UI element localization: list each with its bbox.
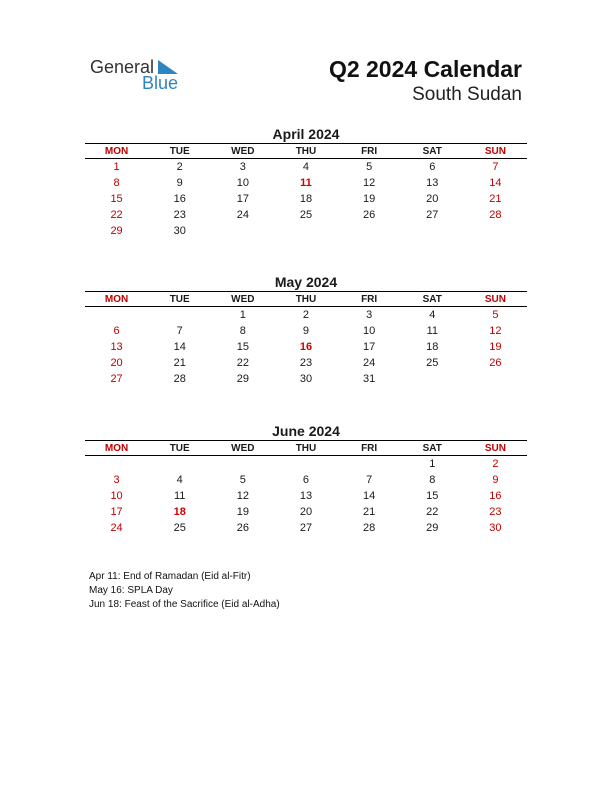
day-cell — [211, 223, 274, 239]
day-cell: 27 — [426, 209, 439, 221]
day-cell: 3 — [366, 309, 373, 321]
day-cell: 11 — [426, 325, 438, 337]
day-cell: 13 — [299, 490, 313, 502]
day-cell: 11 — [174, 490, 186, 502]
day-cell: 7 — [176, 325, 183, 337]
day-cell: 1 — [429, 458, 436, 470]
day-cell: 1 — [239, 309, 246, 321]
day-cell: 7 — [492, 161, 499, 173]
month-block — [85, 125, 527, 239]
day-cell: 25 — [299, 209, 313, 221]
holiday-note: Apr 11: End of Ramadan (Eid al-Fitr) — [89, 571, 251, 582]
weekday-header: SAT — [401, 292, 464, 307]
holiday-notes — [89, 570, 280, 612]
day-cell: 16 — [299, 341, 313, 353]
day-cell: 9 — [302, 325, 310, 337]
day-cell: 28 — [489, 209, 502, 221]
day-cell: 20 — [426, 193, 439, 205]
day-cell — [211, 456, 274, 473]
day-cell: 14 — [363, 490, 376, 502]
month-title: May 2024 — [274, 274, 338, 290]
weekday-header: THU — [274, 292, 337, 307]
day-cell: 14 — [489, 177, 502, 189]
day-cell — [338, 223, 401, 239]
weekday-header: SUN — [464, 144, 527, 159]
weekday-header: SAT — [401, 441, 464, 456]
day-cell: 21 — [489, 193, 502, 205]
day-cell: 30 — [173, 225, 186, 237]
day-cell: 15 — [110, 193, 123, 205]
day-cell: 22 — [110, 209, 123, 221]
weekday-header: TUE — [148, 144, 211, 159]
day-cell: 8 — [113, 177, 120, 189]
weekday-header: SUN — [464, 441, 527, 456]
day-cell: 22 — [426, 506, 439, 518]
day-cell: 18 — [299, 193, 313, 205]
day-cell: 24 — [363, 357, 376, 369]
month-grid — [85, 143, 527, 239]
week-row — [85, 175, 527, 191]
day-cell: 9 — [176, 177, 183, 189]
week-row — [85, 472, 527, 488]
page-subtitle: South Sudan — [412, 84, 522, 105]
holiday-note: May 16: SPLA Day — [89, 585, 173, 596]
month-title: April 2024 — [272, 126, 340, 142]
holiday-note: Jun 18: Feast of the Sacrifice (Eid al-Adha) — [89, 599, 280, 610]
month-grid — [85, 291, 527, 387]
day-cell: 30 — [489, 522, 502, 534]
day-cell: 19 — [236, 506, 249, 518]
day-cell: 23 — [173, 209, 186, 221]
weekday-header: FRI — [338, 441, 401, 456]
day-cell: 24 — [236, 209, 249, 221]
month-block — [85, 273, 527, 387]
day-cell: 19 — [363, 193, 376, 205]
day-cell: 19 — [489, 341, 502, 353]
weekday-header: MON — [85, 144, 148, 159]
week-row — [85, 159, 527, 176]
day-cell: 21 — [173, 357, 186, 369]
day-cell: 25 — [426, 357, 439, 369]
day-cell: 2 — [176, 161, 183, 173]
day-cell: 16 — [489, 490, 502, 502]
day-cell: 28 — [173, 373, 186, 385]
weekday-header: MON — [85, 292, 148, 307]
day-cell: 10 — [236, 177, 249, 189]
day-cell: 17 — [110, 506, 123, 518]
day-cell: 5 — [239, 474, 246, 486]
week-row — [85, 223, 527, 239]
weekday-header: TUE — [148, 441, 211, 456]
month-title: June 2024 — [272, 423, 340, 439]
day-cell: 25 — [173, 522, 186, 534]
day-cell: 29 — [426, 522, 439, 534]
day-cell: 24 — [110, 522, 123, 534]
day-cell — [148, 456, 211, 473]
day-cell: 2 — [492, 458, 499, 470]
logo-flag-icon — [158, 60, 178, 74]
weekday-header: SAT — [401, 144, 464, 159]
day-cell: 18 — [173, 506, 186, 518]
day-cell — [274, 456, 337, 473]
day-cell: 27 — [110, 373, 123, 385]
week-row — [85, 307, 527, 324]
day-cell: 23 — [489, 506, 502, 518]
weekday-header: WED — [211, 292, 274, 307]
day-cell: 10 — [363, 325, 376, 337]
day-cell — [401, 371, 464, 387]
day-cell: 17 — [236, 193, 249, 205]
day-cell: 2 — [302, 309, 310, 321]
day-cell: 21 — [363, 506, 376, 518]
day-cell: 23 — [299, 357, 313, 369]
weekday-header: WED — [211, 144, 274, 159]
day-cell: 15 — [426, 490, 439, 502]
day-cell: 3 — [113, 474, 120, 486]
day-cell: 6 — [429, 161, 436, 173]
weekday-header: SUN — [464, 292, 527, 307]
day-cell: 20 — [110, 357, 123, 369]
day-cell: 14 — [173, 341, 186, 353]
day-cell: 12 — [236, 490, 249, 502]
day-cell: 18 — [426, 341, 439, 353]
week-row — [85, 371, 527, 387]
day-cell: 4 — [302, 161, 310, 173]
weekday-header: MON — [85, 441, 148, 456]
week-row — [85, 355, 527, 371]
day-cell: 8 — [429, 474, 436, 486]
day-cell: 11 — [300, 177, 312, 189]
day-cell: 30 — [299, 373, 313, 385]
day-cell: 1 — [113, 161, 120, 173]
day-cell: 29 — [110, 225, 123, 237]
day-cell: 28 — [363, 522, 376, 534]
weekday-header: THU — [274, 144, 337, 159]
day-cell — [464, 223, 527, 239]
day-cell: 22 — [236, 357, 249, 369]
day-cell: 4 — [176, 474, 183, 486]
day-cell — [85, 456, 148, 473]
page-title: Q2 2024 Calendar — [328, 56, 522, 82]
day-cell: 13 — [110, 341, 123, 353]
weekday-header: FRI — [338, 144, 401, 159]
day-cell — [338, 456, 401, 473]
week-row — [85, 520, 527, 536]
weekday-header: FRI — [338, 292, 401, 307]
weekday-header: THU — [274, 441, 337, 456]
day-cell: 26 — [236, 522, 249, 534]
day-cell: 26 — [363, 209, 376, 221]
day-cell: 12 — [489, 325, 502, 337]
day-cell: 5 — [492, 309, 499, 321]
day-cell: 9 — [492, 474, 499, 486]
day-cell — [148, 307, 211, 324]
week-row — [85, 323, 527, 339]
day-cell: 17 — [363, 341, 376, 353]
day-cell: 5 — [366, 161, 373, 173]
day-cell: 20 — [299, 506, 313, 518]
day-cell: 8 — [239, 325, 246, 337]
week-row — [85, 456, 527, 473]
day-cell: 12 — [363, 177, 376, 189]
day-cell: 26 — [489, 357, 502, 369]
day-cell — [274, 223, 337, 239]
day-cell: 7 — [366, 474, 373, 486]
week-row — [85, 191, 527, 207]
month-grid — [85, 440, 527, 536]
day-cell: 10 — [110, 490, 123, 502]
day-cell — [85, 307, 148, 324]
day-cell: 13 — [426, 177, 439, 189]
day-cell: 31 — [363, 373, 376, 385]
day-cell: 27 — [299, 522, 313, 534]
day-cell: 16 — [173, 193, 186, 205]
day-cell: 15 — [236, 341, 249, 353]
day-cell: 4 — [429, 309, 436, 321]
day-cell: 6 — [302, 474, 310, 486]
generalblue-logo — [90, 57, 190, 93]
week-row — [85, 339, 527, 355]
day-cell — [401, 223, 464, 239]
day-cell — [464, 371, 527, 387]
weekday-header: TUE — [148, 292, 211, 307]
logo-word-blue: Blue — [142, 73, 179, 93]
week-row — [85, 488, 527, 504]
week-row — [85, 504, 527, 520]
month-block — [85, 422, 527, 536]
week-row — [85, 207, 527, 223]
logo-word-general: General — [90, 57, 155, 77]
day-cell: 6 — [113, 325, 120, 337]
weekday-header: WED — [211, 441, 274, 456]
day-cell: 3 — [239, 161, 246, 173]
day-cell: 29 — [236, 373, 249, 385]
